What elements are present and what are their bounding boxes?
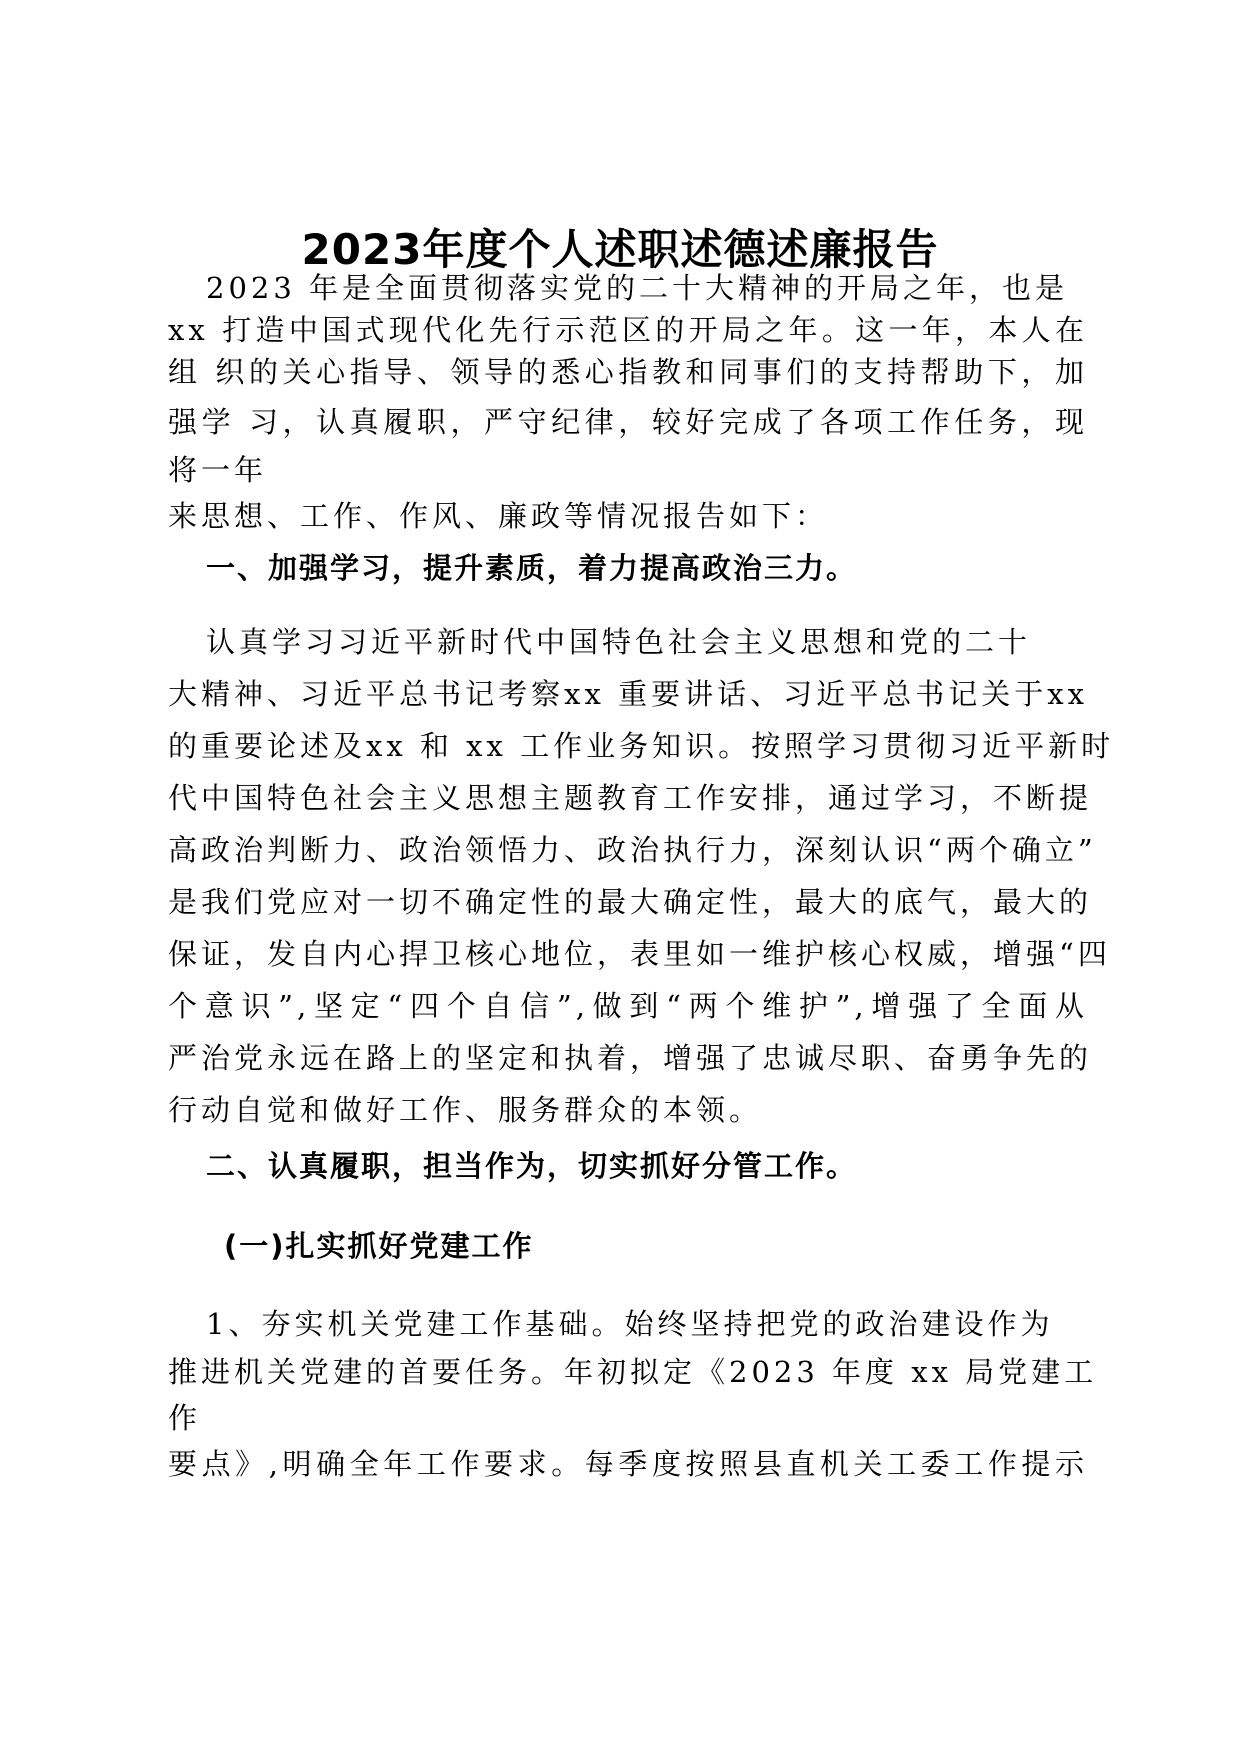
section-2-1-line-1: 1、夯实机关党建工作基础。始终坚持把党的政治建设作为 xyxy=(206,1307,1054,1341)
section-2-1-line-4: 要点》,明确全年工作要求。每季度按照县直机关工委工作提示 xyxy=(168,1447,1088,1481)
section-1-line-7: 保证，发自内心捍卫核心地位，表里如一维护核心权威，增强“四 xyxy=(168,937,1111,971)
section-1-line-10: 行动自觉和做好工作、服务群众的本领。 xyxy=(168,1093,763,1127)
section-1-line-5: 高政治判断力、政治领悟力、政治执行力，深刻认识“两个确立” xyxy=(168,833,1097,867)
section-heading-1: 一、加强学习，提升素质，着力提高政治三力。 xyxy=(206,551,858,585)
section-1-line-2: 大精神、习近平总书记考察xx 重要讲话、习近平总书记关于xx xyxy=(168,677,1088,711)
section-1-line-6: 是我们党应对一切不确定性的最大确定性，最大的底气，最大的 xyxy=(168,885,1093,919)
section-2-1-line-3: 作 xyxy=(168,1401,202,1435)
section-1-line-1: 认真学习习近平新时代中国特色社会主义思想和党的二十 xyxy=(206,625,1032,659)
intro-line-5: 将一年 xyxy=(168,453,268,487)
section-1-line-4: 代中国特色社会主义思想主题教育工作安排，通过学习，不断提 xyxy=(168,781,1093,815)
intro-line-4: 强学 习，认真履职，严守纪律，较好完成了各项工作任务，现 xyxy=(168,405,1088,439)
intro-line-3: 组 织的关心指导、领导的悉心指教和同事们的支持帮助下，加 xyxy=(168,355,1088,389)
subsection-heading-2-1: (一)扎实抓好党建工作 xyxy=(224,1229,534,1263)
section-1-line-3: 的重要论述及xx 和 xx 工作业务知识。按照学习贯彻习近平新时 xyxy=(168,729,1115,763)
intro-line-6: 来思想、工作、作风、廉政等情况报告如下： xyxy=(168,499,829,533)
intro-line-1: 2023 年是全面贯彻落实党的二十大精神的开局之年，也是 xyxy=(206,271,1069,305)
section-2-1-line-2: 推进机关党建的首要任务。年初拟定《2023 年度 xx 局党建工 xyxy=(168,1355,1098,1389)
intro-line-2: xx 打造中国式现代化先行示范区的开局之年。这一年，本人在 xyxy=(168,313,1088,347)
section-heading-2: 二、认真履职，担当作为，切实抓好分管工作。 xyxy=(206,1149,858,1183)
section-1-line-9: 严治党永远在路上的坚定和执着，增强了忠诚尽职、奋勇争先的 xyxy=(168,1041,1093,1075)
section-1-line-8: 个意识”,坚定“四个自信”,做到“两个维护”,增强了全面从 xyxy=(168,989,1088,1023)
document-title: 2023年度个人述职述德述廉报告 xyxy=(301,225,939,274)
